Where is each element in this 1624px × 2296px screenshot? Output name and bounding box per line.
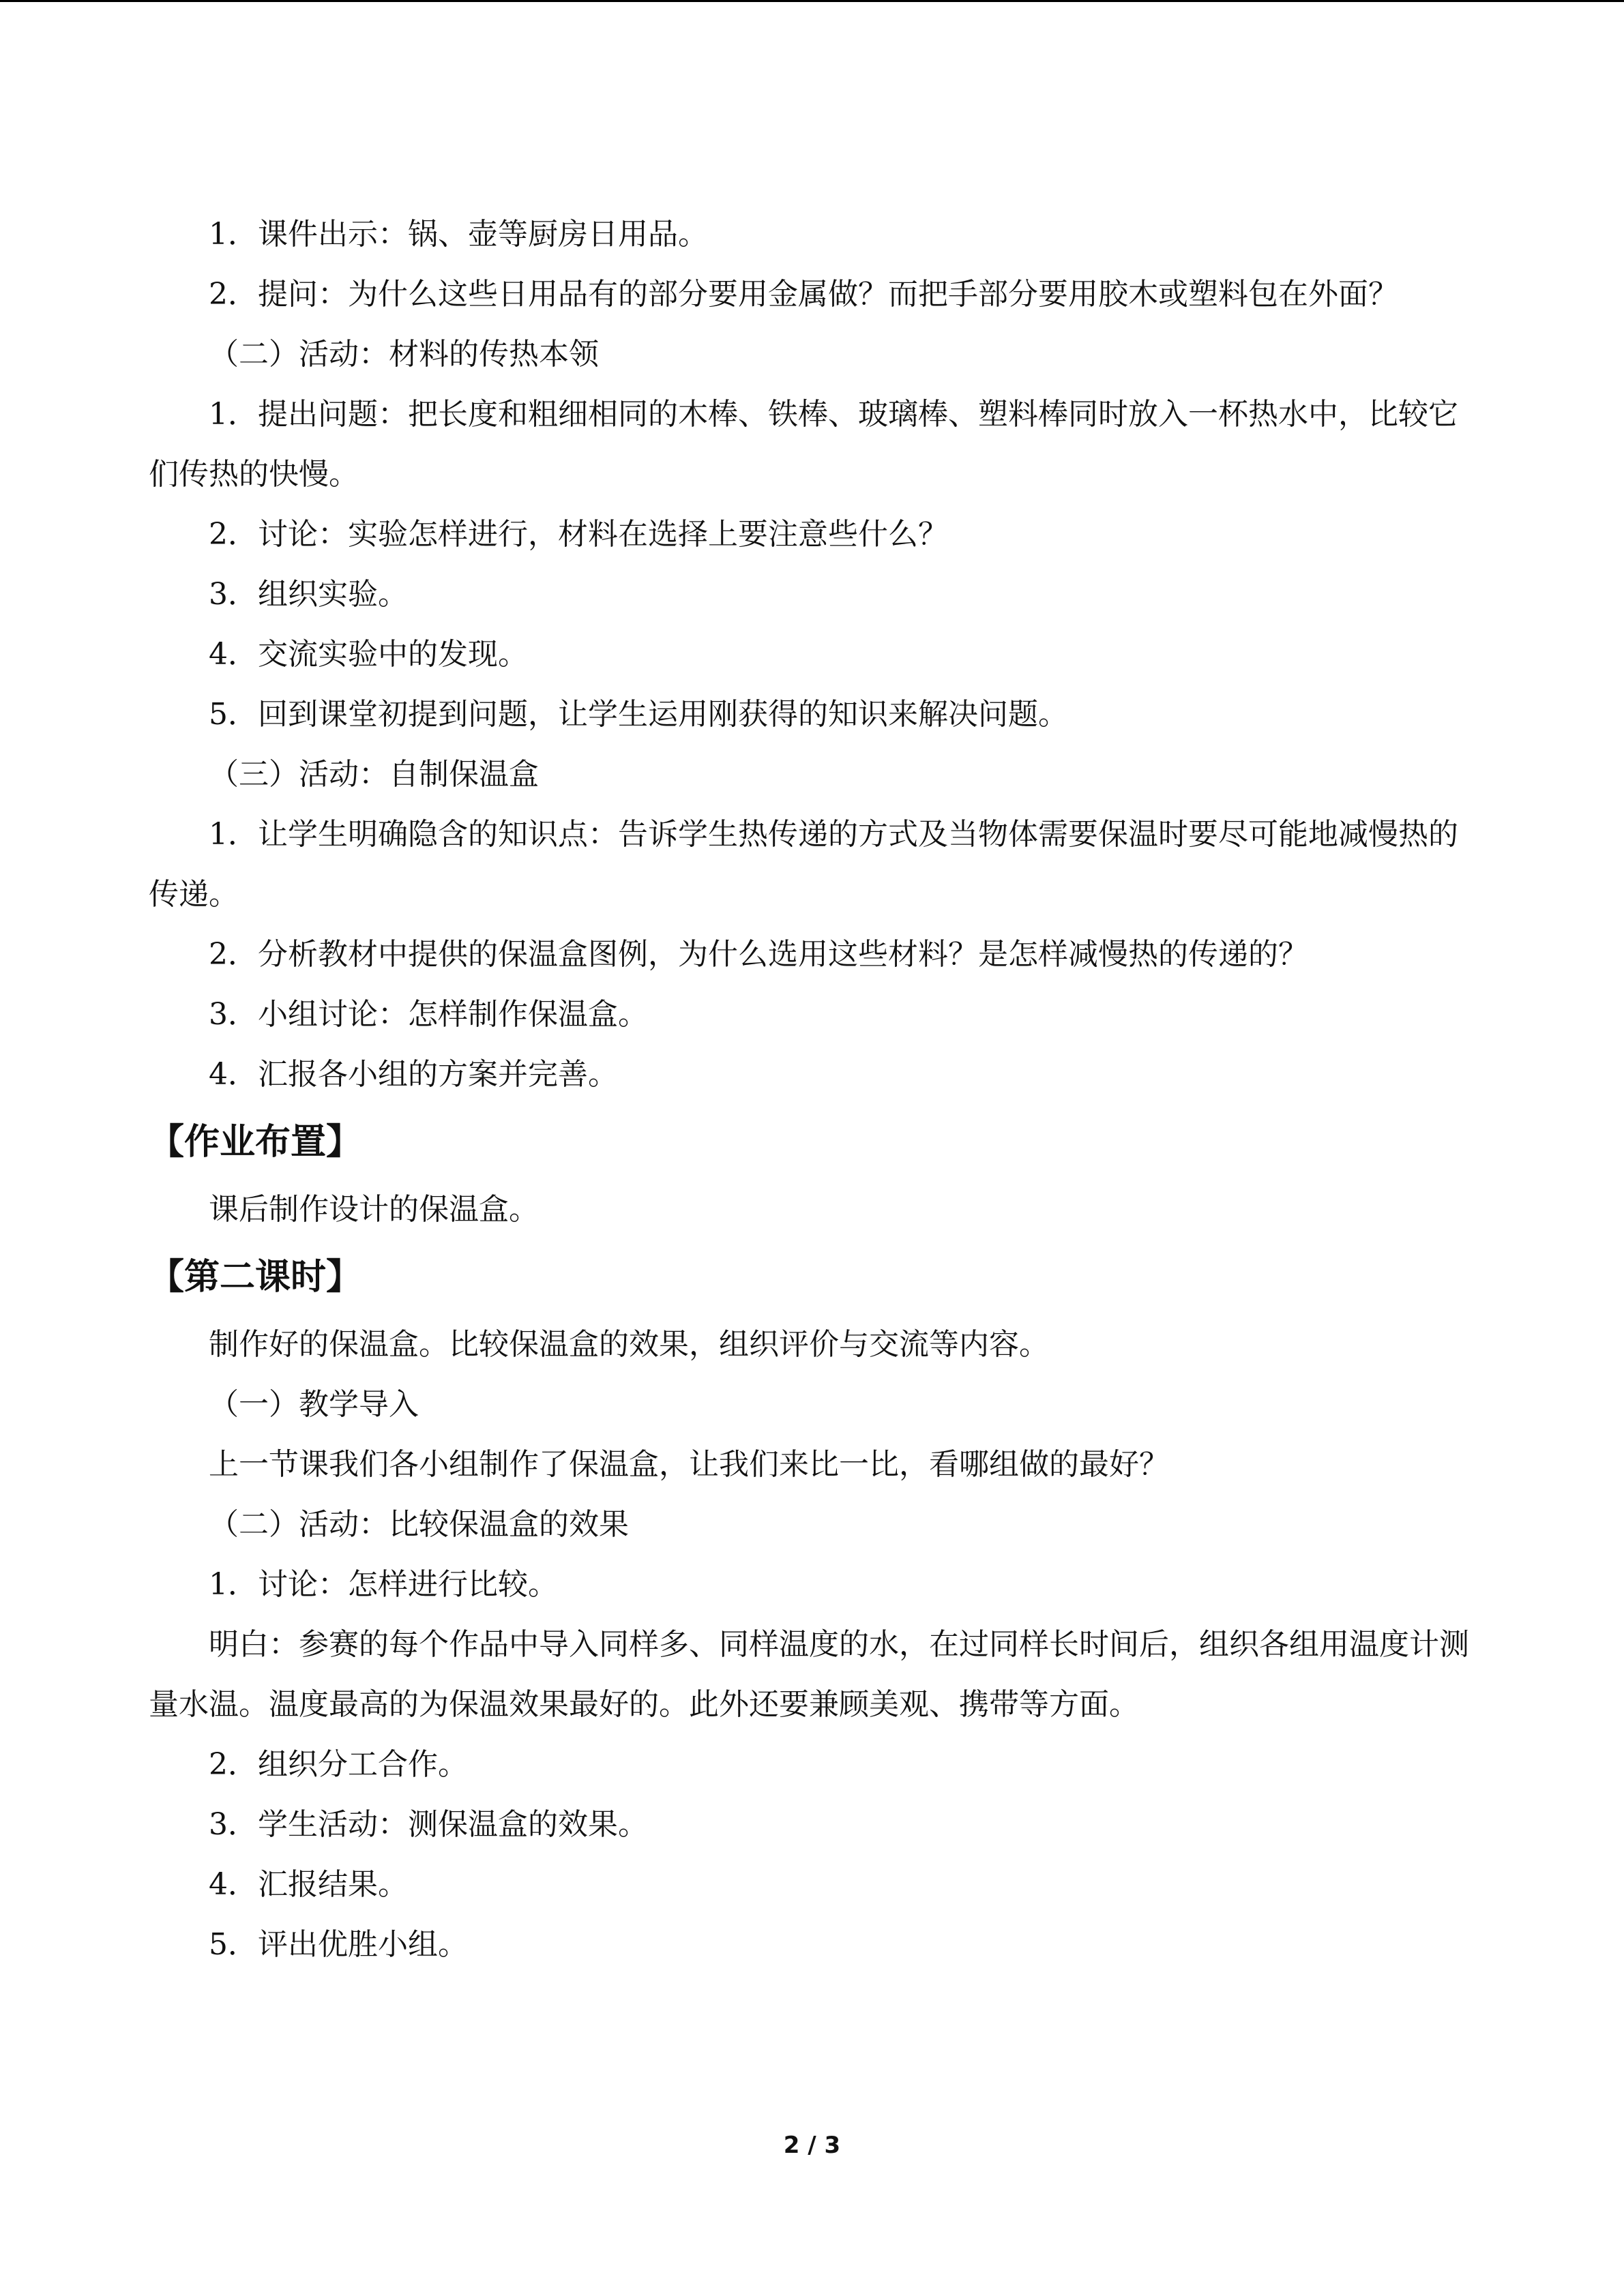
paragraph: 3．小组讨论：怎样制作保温盒。 (209, 997, 648, 1032)
paragraph: 5．回到课堂初提到问题，让学生运用刚获得的知识来解决问题。 (209, 697, 1068, 732)
paragraph: 4．交流实验中的发现。 (209, 637, 528, 672)
section-subheading: （二）活动：材料的传热本领 (209, 337, 599, 372)
paragraph: 上一节课我们各小组制作了保温盒，让我们来比一比，看哪组做的最好？ (209, 1447, 1169, 1482)
section-heading: 【作业布置】 (149, 1122, 362, 1163)
document-body (149, 205, 1482, 1975)
paragraph: 2．讨论：实验怎样进行，材料在选择上要注意些什么？ (209, 517, 948, 552)
paragraph: 制作好的保温盒。比较保温盒的效果，组织评价与交流等内容。 (209, 1327, 1049, 1362)
section-heading: 【第二课时】 (149, 1257, 362, 1298)
paragraph: 1．提出问题：把长度和粗细相同的木棒、铁棒、玻璃棒、塑料棒同时放入一杯热水中，比较它们传热的快慢。 (149, 397, 1458, 492)
paragraph: 2．组织分工合作。 (209, 1747, 468, 1782)
paragraph: 3．学生活动：测保温盒的效果。 (209, 1807, 648, 1842)
paragraph: 5．评出优胜小组。 (209, 1927, 468, 1962)
paragraph: 1．讨论：怎样进行比较。 (209, 1567, 558, 1602)
paragraph: 3．组织实验。 (209, 577, 408, 612)
section-subheading: （二）活动：比较保温盒的效果 (209, 1507, 629, 1542)
page-number: 2 / 3 (783, 2132, 841, 2159)
paragraph: 1．课件出示：锅、壶等厨房日用品。 (209, 217, 708, 252)
paragraph: 1．让学生明确隐含的知识点：告诉学生热传递的方式及当物体需要保温时要尽可能地减慢热的传递。 (149, 817, 1458, 912)
paragraph: 明白：参赛的每个作品中导入同样多、同样温度的水，在过同样长时间后，组织各组用温度计测量水温。温度最高的为保温效果最好的。此外还要兼顾美观、携带等方面。 (149, 1627, 1469, 1722)
paragraph: 4．汇报结果。 (209, 1867, 408, 1902)
paragraph: 2．分析教材中提供的保温盒图例，为什么选用这些材料？是怎样减慢热的传递的？ (209, 937, 1308, 972)
page-top-border (0, 0, 1624, 2)
paragraph: 4．汇报各小组的方案并完善。 (209, 1057, 618, 1092)
section-subheading: （三）活动：自制保温盒 (209, 757, 539, 792)
paragraph: 课后制作设计的保温盒。 (209, 1192, 539, 1227)
section-subheading: （一）教学导入 (209, 1387, 419, 1422)
paragraph: 2．提问：为什么这些日用品有的部分要用金属做？而把手部分要用胶木或塑料包在外面？ (209, 277, 1398, 312)
